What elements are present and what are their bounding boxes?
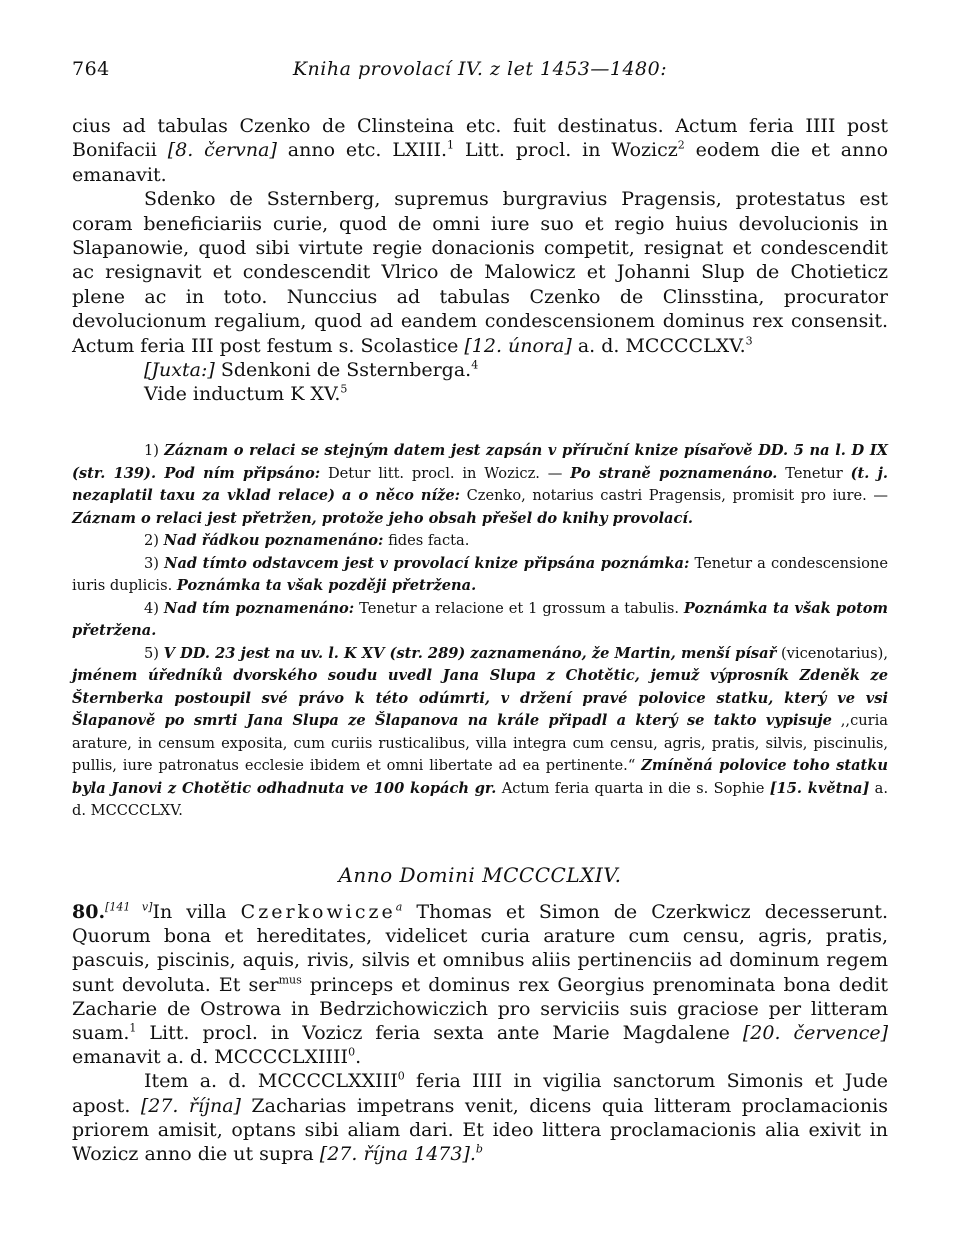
footnote-4: 4) Nad tím poznamenáno: Tenetur a relacione et 1 grossum a tabulis. Poznámka ta však potom přetržena. [72,599,888,639]
footnote-ref: 3 [745,334,753,348]
editor-date: [27. října] [140,1094,241,1117]
footnote-5: 5) V DD. 23 jest na uv. l. K XV (str. 289) zaznamenáno, že Martin, menší písař (vicenotarius), jménem úředníků dvorského soudu uvedl Jana Slupa z Chotětic, jemuž výprosník Zdeněk ze Šternberka postoupil své právo k této odúmrti, v držení pravé polovice statku, který ve vsi Šlapanově po smrti Jana Slupa ze Šlapanova na krále připadl a který se takto vypisuje ,,curia arature, in censum exposita, cum curiis rusticalibus, villa integra cum censu, agris, pratis, silvis, piscinulis, pullis, iure patronatus ecclesie ibidem et omni libertate ad ea pertinente.“ Zmíněná polovice toho statku byla Janovi z Chotětic odhadnuta ve 100 kopách gr. Actum feria quarta in die s. Sophie [15. května] a. d. MCCCCLXV. [72,644,889,819]
footnote-ref: 1 [129,1021,137,1035]
editor-date: [27. října 1473]. [319,1143,476,1166]
main-text [72,114,888,407]
place-name: Czerkowicze [240,901,396,923]
footnote-ref: 4 [471,358,479,372]
entry-80 [72,900,888,1166]
editor-date: [12. února] [464,334,572,357]
page-number: 764 [72,58,110,80]
entry-paragraph-2: Item a. d. MCCCCLXXIII$^0$ feria IIII in vigilia sanctorum Simonis et Jude apost. [27. října] Zacharias impetrans venit, dicens quia litteram proclamacionis priorem amisit, optans sibi aliam dari. Et ideo littera proclamacionis alia exivit in Wozicz anno die ut supra [27. října 1473].$^b$ [72,1070,888,1166]
folio-mark: [141 v] [105,900,153,914]
editor-date: [8. června] [167,139,277,162]
footnote-2: 2) Nad řádkou poznamenáno: fides facta. [144,532,470,549]
entry-number: 80. [72,901,106,923]
year-title: Anno Domini MCCCCLXIV. [338,863,622,887]
juxta-line: [Juxta:] Sdenkoni de Ssternberga.$^4$ [144,358,479,382]
footnote-1: 1) Záznam o relaci se stejným datem jest zapsán v příruční knize písařově DD. 5 na l. D IX (str. 139). Pod ním připsáno: Detur litt. procl. in Wozicz. — Po straně poznamenáno. Tenetur (t. j. nezaplatil taxu za vklad relace) a o něco níže: Czenko, notarius castri Pragensis, promisit pro iure. — Záznam o relaci jest přetržen, protože jeho obsah přešel do knihy provolací. [72,442,889,527]
footnote-ref: 2 [677,139,685,153]
footnote-ref: 1 [447,139,455,153]
footnotes [72,440,888,823]
entry-paragraph: 80.[141 v]In villa Czerkowicze$^a$ Thomas et Simon de Czerkwicz decesserunt. Quorum bona et hereditates, videlicet curia arature cum censu, agris, pratis, pascuis, piscinis, aquis, rivis, silvis et omnibus aliis pertinenciis ad dominum regem sunt devoluta. Et ser$^{mus}$ princeps et dominus rex Georgius prenominata bona dedit Zacharie de Ostrowa in Bedrzichowiczich pro serviciis suis graciose per litteram suam.$^1$ Litt. procl. in Vozicz feria sexta ante Marie Magdalene [20. července] emanavit a. d. MCCCCLXIIII$^0$. [72,900,888,1069]
vide-line: Vide inductum K XV.$^5$ [144,383,348,406]
page-header [72,58,888,92]
footnote-3: 3) Nad tímto odstavcem jest v provolací knize připsána poznámka: Tenetur a condescensione iuris duplicis. Poznámka ta však později přetržena. [72,554,888,594]
sternberg-paragraph: Sdenko de Ssternberg, supremus burgravius Pragensis, protestatus est coram beneficiariis curie, quod de omni iure suo et regio huius devolucionis in Slapanowie, quod sibi virtute regie donacionis competit, resignat et condescendit ac resignavit et condescendit Vlrico de Malowicz et Johanni Slup de Chotieticz plene ac in toto. Nunccius ad tabulas Czenko de Clinsstina, procurator devolucionum regalium, quod ad eandem condescensionem dominus rex consensit. Actum feria III post festum s. Scolastice [12. února] a. d. MCCCCLXV.$^3$ [72,188,888,357]
section-1464 [72,860,888,1166]
editor-date: [20. července] [742,1022,888,1045]
footnote-ref: 5 [340,383,348,397]
continuation-paragraph: cius ad tabulas Czenko de Clinsteina etc. fuit destinatus. Actum feria IIII post Bonifacii [8. června] anno etc. LXIII.$^1$ Litt. procl. in Wozicz$^2$ eodem die et anno emanavit. [72,115,889,186]
running-title: Kniha provolací IV. z let 1453—1480: [292,58,668,80]
